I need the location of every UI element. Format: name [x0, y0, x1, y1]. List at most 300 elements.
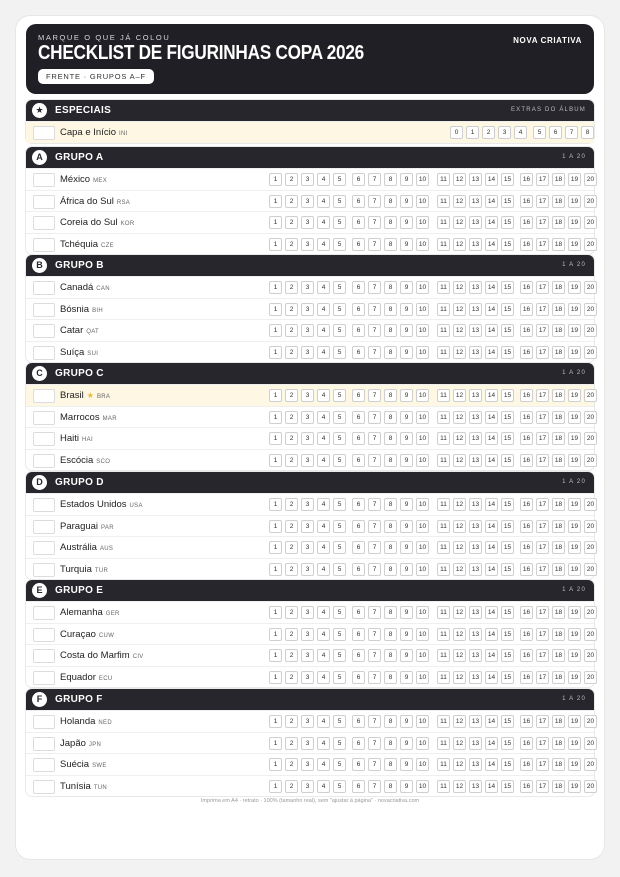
- sticker-box[interactable]: 11: [437, 281, 450, 294]
- sticker-box[interactable]: 4: [317, 411, 330, 424]
- sticker-box[interactable]: 7: [368, 649, 381, 662]
- sticker-box[interactable]: 1: [269, 628, 282, 641]
- sticker-box[interactable]: 11: [437, 195, 450, 208]
- sticker-box[interactable]: 5: [333, 563, 346, 576]
- sticker-box[interactable]: 5: [333, 715, 346, 728]
- sticker-box[interactable]: 11: [437, 628, 450, 641]
- sticker-box[interactable]: 2: [285, 281, 298, 294]
- sticker-box[interactable]: 19: [568, 758, 581, 771]
- sticker-box[interactable]: 8: [384, 498, 397, 511]
- sticker-box[interactable]: 17: [536, 173, 549, 186]
- sticker-box[interactable]: 8: [384, 758, 397, 771]
- sticker-box[interactable]: 9: [400, 346, 413, 359]
- sticker-box[interactable]: 3: [301, 238, 314, 251]
- sticker-box[interactable]: 18: [552, 432, 565, 445]
- sticker-box[interactable]: 18: [552, 606, 565, 619]
- sticker-box[interactable]: 19: [568, 195, 581, 208]
- sticker-box[interactable]: 15: [501, 780, 514, 793]
- sticker-box[interactable]: 17: [536, 238, 549, 251]
- sticker-box[interactable]: 6: [352, 432, 365, 445]
- sticker-box[interactable]: 20: [584, 671, 597, 684]
- sticker-box[interactable]: 5: [333, 389, 346, 402]
- sticker-box[interactable]: 17: [536, 671, 549, 684]
- sticker-box[interactable]: 16: [520, 173, 533, 186]
- sticker-box[interactable]: 11: [437, 238, 450, 251]
- sticker-box[interactable]: 1: [269, 563, 282, 576]
- sticker-box[interactable]: 20: [584, 715, 597, 728]
- sticker-box[interactable]: 5: [333, 541, 346, 554]
- sticker-box[interactable]: 10: [416, 238, 429, 251]
- sticker-box[interactable]: 11: [437, 303, 450, 316]
- sticker-box[interactable]: 5: [333, 303, 346, 316]
- sticker-box[interactable]: 5: [333, 281, 346, 294]
- sticker-box[interactable]: 6: [352, 195, 365, 208]
- sticker-box[interactable]: 5: [333, 737, 346, 750]
- sticker-box[interactable]: 17: [536, 520, 549, 533]
- sticker-box[interactable]: 2: [285, 649, 298, 662]
- sticker-box[interactable]: 5: [333, 628, 346, 641]
- sticker-box[interactable]: 12: [453, 606, 466, 619]
- sticker-box[interactable]: 11: [437, 454, 450, 467]
- sticker-box[interactable]: 5: [333, 454, 346, 467]
- sticker-box[interactable]: 8: [384, 715, 397, 728]
- sticker-box[interactable]: 19: [568, 737, 581, 750]
- sticker-box[interactable]: 13: [469, 238, 482, 251]
- sticker-box[interactable]: 19: [568, 780, 581, 793]
- sticker-box[interactable]: 6: [352, 606, 365, 619]
- sticker-box[interactable]: 15: [501, 346, 514, 359]
- sticker-box[interactable]: 2: [285, 195, 298, 208]
- sticker-box[interactable]: 15: [501, 628, 514, 641]
- sticker-box[interactable]: 2: [285, 173, 298, 186]
- sticker-box[interactable]: 12: [453, 454, 466, 467]
- sticker-box[interactable]: 0: [450, 126, 463, 139]
- sticker-box[interactable]: 11: [437, 758, 450, 771]
- sticker-box[interactable]: 10: [416, 737, 429, 750]
- sticker-box[interactable]: 16: [520, 216, 533, 229]
- sticker-box[interactable]: 14: [485, 563, 498, 576]
- sticker-box[interactable]: 4: [317, 671, 330, 684]
- sticker-box[interactable]: 20: [584, 737, 597, 750]
- sticker-box[interactable]: 7: [368, 758, 381, 771]
- sticker-box[interactable]: 6: [352, 303, 365, 316]
- sticker-box[interactable]: 16: [520, 454, 533, 467]
- sticker-box[interactable]: 2: [285, 454, 298, 467]
- sticker-box[interactable]: 3: [301, 173, 314, 186]
- sticker-box[interactable]: 16: [520, 346, 533, 359]
- sticker-box[interactable]: 1: [269, 737, 282, 750]
- sticker-box[interactable]: 8: [384, 671, 397, 684]
- sticker-box[interactable]: 5: [333, 173, 346, 186]
- sticker-box[interactable]: 11: [437, 411, 450, 424]
- sticker-box[interactable]: 3: [301, 606, 314, 619]
- sticker-box[interactable]: 17: [536, 628, 549, 641]
- sticker-box[interactable]: 11: [437, 498, 450, 511]
- sticker-box[interactable]: 7: [368, 216, 381, 229]
- sticker-box[interactable]: 1: [269, 715, 282, 728]
- sticker-box[interactable]: 8: [384, 563, 397, 576]
- sticker-box[interactable]: 17: [536, 346, 549, 359]
- sticker-box[interactable]: 2: [285, 628, 298, 641]
- sticker-box[interactable]: 3: [301, 411, 314, 424]
- sticker-box[interactable]: 3: [301, 541, 314, 554]
- sticker-box[interactable]: 15: [501, 715, 514, 728]
- sticker-box[interactable]: 4: [317, 606, 330, 619]
- sticker-box[interactable]: 3: [301, 281, 314, 294]
- sticker-box[interactable]: 18: [552, 216, 565, 229]
- team-checkbox[interactable]: [33, 737, 55, 751]
- sticker-box[interactable]: 3: [301, 346, 314, 359]
- sticker-box[interactable]: 16: [520, 780, 533, 793]
- sticker-box[interactable]: 17: [536, 649, 549, 662]
- sticker-box[interactable]: 13: [469, 216, 482, 229]
- sticker-box[interactable]: 20: [584, 281, 597, 294]
- sticker-box[interactable]: 12: [453, 432, 466, 445]
- sticker-box[interactable]: 17: [536, 303, 549, 316]
- sticker-box[interactable]: 14: [485, 303, 498, 316]
- sticker-box[interactable]: 8: [384, 432, 397, 445]
- sticker-box[interactable]: 3: [301, 389, 314, 402]
- sticker-box[interactable]: 3: [301, 563, 314, 576]
- sticker-box[interactable]: 6: [352, 715, 365, 728]
- sticker-box[interactable]: 19: [568, 628, 581, 641]
- sticker-box[interactable]: 16: [520, 758, 533, 771]
- sticker-box[interactable]: 7: [368, 498, 381, 511]
- sticker-box[interactable]: 17: [536, 780, 549, 793]
- sticker-box[interactable]: 8: [384, 606, 397, 619]
- sticker-box[interactable]: 7: [368, 520, 381, 533]
- team-checkbox[interactable]: [33, 238, 55, 252]
- sticker-box[interactable]: 11: [437, 346, 450, 359]
- sticker-box[interactable]: 8: [384, 454, 397, 467]
- sticker-box[interactable]: 1: [466, 126, 479, 139]
- sticker-box[interactable]: 4: [317, 173, 330, 186]
- sticker-box[interactable]: 12: [453, 411, 466, 424]
- sticker-box[interactable]: 5: [533, 126, 546, 139]
- sticker-box[interactable]: 14: [485, 346, 498, 359]
- sticker-box[interactable]: 7: [368, 737, 381, 750]
- team-checkbox[interactable]: [33, 389, 55, 403]
- sticker-box[interactable]: 15: [501, 737, 514, 750]
- sticker-box[interactable]: 20: [584, 303, 597, 316]
- sticker-box[interactable]: 5: [333, 346, 346, 359]
- sticker-box[interactable]: 11: [437, 649, 450, 662]
- sticker-box[interactable]: 8: [384, 520, 397, 533]
- sticker-box[interactable]: 3: [301, 737, 314, 750]
- sticker-box[interactable]: 7: [368, 195, 381, 208]
- sticker-box[interactable]: 12: [453, 628, 466, 641]
- sticker-box[interactable]: 9: [400, 628, 413, 641]
- sticker-box[interactable]: 9: [400, 758, 413, 771]
- sticker-box[interactable]: 5: [333, 671, 346, 684]
- sticker-box[interactable]: 16: [520, 715, 533, 728]
- sticker-box[interactable]: 20: [584, 454, 597, 467]
- sticker-box[interactable]: 2: [285, 758, 298, 771]
- sticker-box[interactable]: 13: [469, 737, 482, 750]
- sticker-box[interactable]: 8: [384, 737, 397, 750]
- sticker-box[interactable]: 12: [453, 238, 466, 251]
- sticker-box[interactable]: 7: [368, 173, 381, 186]
- sticker-box[interactable]: 13: [469, 520, 482, 533]
- sticker-box[interactable]: 15: [501, 671, 514, 684]
- sticker-box[interactable]: 16: [520, 649, 533, 662]
- sticker-box[interactable]: 16: [520, 411, 533, 424]
- sticker-box[interactable]: 14: [485, 454, 498, 467]
- sticker-box[interactable]: 16: [520, 606, 533, 619]
- sticker-box[interactable]: 3: [301, 195, 314, 208]
- sticker-box[interactable]: 15: [501, 216, 514, 229]
- sticker-box[interactable]: 9: [400, 324, 413, 337]
- team-checkbox[interactable]: [33, 432, 55, 446]
- sticker-box[interactable]: 13: [469, 411, 482, 424]
- sticker-box[interactable]: 17: [536, 454, 549, 467]
- sticker-box[interactable]: 18: [552, 541, 565, 554]
- team-checkbox[interactable]: [33, 606, 55, 620]
- sticker-box[interactable]: 7: [368, 780, 381, 793]
- sticker-box[interactable]: 18: [552, 520, 565, 533]
- sticker-box[interactable]: 1: [269, 346, 282, 359]
- sticker-box[interactable]: 2: [285, 563, 298, 576]
- sticker-box[interactable]: 12: [453, 671, 466, 684]
- sticker-box[interactable]: 2: [285, 520, 298, 533]
- sticker-box[interactable]: 14: [485, 671, 498, 684]
- sticker-box[interactable]: 3: [301, 324, 314, 337]
- sticker-box[interactable]: 20: [584, 606, 597, 619]
- sticker-box[interactable]: 3: [301, 432, 314, 445]
- sticker-box[interactable]: 14: [485, 173, 498, 186]
- sticker-box[interactable]: 16: [520, 737, 533, 750]
- sticker-box[interactable]: 20: [584, 541, 597, 554]
- sticker-box[interactable]: 20: [584, 238, 597, 251]
- sticker-box[interactable]: 8: [384, 195, 397, 208]
- sticker-box[interactable]: 18: [552, 303, 565, 316]
- sticker-box[interactable]: 19: [568, 454, 581, 467]
- sticker-box[interactable]: 3: [301, 758, 314, 771]
- sticker-box[interactable]: 5: [333, 649, 346, 662]
- sticker-box[interactable]: 2: [285, 715, 298, 728]
- sticker-box[interactable]: 16: [520, 432, 533, 445]
- sticker-box[interactable]: 18: [552, 737, 565, 750]
- sticker-box[interactable]: 12: [453, 498, 466, 511]
- sticker-box[interactable]: 16: [520, 671, 533, 684]
- sticker-box[interactable]: 20: [584, 649, 597, 662]
- sticker-box[interactable]: 4: [317, 303, 330, 316]
- sticker-box[interactable]: 4: [317, 454, 330, 467]
- sticker-box[interactable]: 4: [317, 346, 330, 359]
- sticker-box[interactable]: 6: [352, 411, 365, 424]
- sticker-box[interactable]: 20: [584, 195, 597, 208]
- sticker-box[interactable]: 2: [285, 346, 298, 359]
- sticker-box[interactable]: 10: [416, 281, 429, 294]
- sticker-box[interactable]: 10: [416, 758, 429, 771]
- sticker-box[interactable]: 19: [568, 498, 581, 511]
- sticker-box[interactable]: 18: [552, 628, 565, 641]
- team-checkbox[interactable]: [33, 346, 55, 360]
- sticker-box[interactable]: 20: [584, 520, 597, 533]
- sticker-box[interactable]: 7: [368, 346, 381, 359]
- sticker-box[interactable]: 13: [469, 195, 482, 208]
- sticker-box[interactable]: 6: [352, 238, 365, 251]
- sticker-box[interactable]: 19: [568, 649, 581, 662]
- sticker-box[interactable]: 9: [400, 671, 413, 684]
- sticker-box[interactable]: 4: [317, 324, 330, 337]
- sticker-box[interactable]: 19: [568, 238, 581, 251]
- sticker-box[interactable]: 9: [400, 563, 413, 576]
- sticker-box[interactable]: 8: [384, 346, 397, 359]
- sticker-box[interactable]: 13: [469, 671, 482, 684]
- sticker-box[interactable]: 15: [501, 432, 514, 445]
- sticker-box[interactable]: 12: [453, 715, 466, 728]
- sticker-box[interactable]: 18: [552, 411, 565, 424]
- sticker-box[interactable]: 1: [269, 758, 282, 771]
- sticker-box[interactable]: 7: [368, 606, 381, 619]
- sticker-box[interactable]: 13: [469, 324, 482, 337]
- sticker-box[interactable]: 20: [584, 216, 597, 229]
- sticker-box[interactable]: 7: [368, 324, 381, 337]
- sticker-box[interactable]: 7: [368, 563, 381, 576]
- team-checkbox[interactable]: [33, 715, 55, 729]
- sticker-box[interactable]: 13: [469, 173, 482, 186]
- sticker-box[interactable]: 19: [568, 216, 581, 229]
- sticker-box[interactable]: 14: [485, 238, 498, 251]
- sticker-box[interactable]: 9: [400, 498, 413, 511]
- sticker-box[interactable]: 18: [552, 649, 565, 662]
- sticker-box[interactable]: 9: [400, 541, 413, 554]
- sticker-box[interactable]: 10: [416, 715, 429, 728]
- sticker-box[interactable]: 15: [501, 173, 514, 186]
- sticker-box[interactable]: 12: [453, 173, 466, 186]
- sticker-box[interactable]: 1: [269, 432, 282, 445]
- sticker-box[interactable]: 17: [536, 563, 549, 576]
- sticker-box[interactable]: 4: [317, 563, 330, 576]
- sticker-box[interactable]: 2: [285, 411, 298, 424]
- sticker-box[interactable]: 15: [501, 563, 514, 576]
- sticker-box[interactable]: 13: [469, 541, 482, 554]
- sticker-box[interactable]: 10: [416, 303, 429, 316]
- sticker-box[interactable]: 7: [368, 628, 381, 641]
- sticker-box[interactable]: 13: [469, 454, 482, 467]
- sticker-box[interactable]: 10: [416, 216, 429, 229]
- sticker-box[interactable]: 20: [584, 346, 597, 359]
- sticker-box[interactable]: 12: [453, 563, 466, 576]
- sticker-box[interactable]: 12: [453, 520, 466, 533]
- sticker-box[interactable]: 1: [269, 281, 282, 294]
- sticker-box[interactable]: 11: [437, 173, 450, 186]
- sticker-box[interactable]: 6: [352, 758, 365, 771]
- sticker-box[interactable]: 12: [453, 737, 466, 750]
- sticker-box[interactable]: 2: [285, 238, 298, 251]
- sticker-box[interactable]: 5: [333, 216, 346, 229]
- sticker-box[interactable]: 11: [437, 737, 450, 750]
- sticker-box[interactable]: 6: [352, 737, 365, 750]
- sticker-box[interactable]: 10: [416, 541, 429, 554]
- sticker-box[interactable]: 4: [317, 281, 330, 294]
- sticker-box[interactable]: 13: [469, 715, 482, 728]
- sticker-box[interactable]: 8: [384, 238, 397, 251]
- sticker-box[interactable]: 11: [437, 389, 450, 402]
- sticker-box[interactable]: 4: [317, 216, 330, 229]
- sticker-box[interactable]: 19: [568, 563, 581, 576]
- sticker-box[interactable]: 13: [469, 563, 482, 576]
- sticker-box[interactable]: 9: [400, 303, 413, 316]
- sticker-box[interactable]: 7: [368, 303, 381, 316]
- sticker-box[interactable]: 15: [501, 520, 514, 533]
- sticker-box[interactable]: 5: [333, 780, 346, 793]
- sticker-box[interactable]: 10: [416, 649, 429, 662]
- sticker-box[interactable]: 18: [552, 195, 565, 208]
- sticker-box[interactable]: 1: [269, 238, 282, 251]
- sticker-box[interactable]: 3: [301, 628, 314, 641]
- sticker-box[interactable]: 14: [485, 216, 498, 229]
- sticker-box[interactable]: 14: [485, 649, 498, 662]
- sticker-box[interactable]: 5: [333, 324, 346, 337]
- sticker-box[interactable]: 2: [285, 216, 298, 229]
- sticker-box[interactable]: 17: [536, 758, 549, 771]
- sticker-box[interactable]: 12: [453, 389, 466, 402]
- sticker-box[interactable]: 6: [352, 780, 365, 793]
- sticker-box[interactable]: 19: [568, 671, 581, 684]
- sticker-box[interactable]: 18: [552, 758, 565, 771]
- sticker-box[interactable]: 8: [384, 303, 397, 316]
- team-checkbox[interactable]: [33, 649, 55, 663]
- sticker-box[interactable]: 18: [552, 238, 565, 251]
- sticker-box[interactable]: 12: [453, 649, 466, 662]
- sticker-box[interactable]: 1: [269, 649, 282, 662]
- sticker-box[interactable]: 19: [568, 715, 581, 728]
- sticker-box[interactable]: 10: [416, 346, 429, 359]
- sticker-box[interactable]: 12: [453, 195, 466, 208]
- sticker-box[interactable]: 1: [269, 454, 282, 467]
- sticker-box[interactable]: 1: [269, 324, 282, 337]
- sticker-box[interactable]: 9: [400, 606, 413, 619]
- sticker-box[interactable]: 7: [368, 389, 381, 402]
- sticker-box[interactable]: 12: [453, 541, 466, 554]
- sticker-box[interactable]: 14: [485, 520, 498, 533]
- sticker-box[interactable]: 10: [416, 606, 429, 619]
- sticker-box[interactable]: 20: [584, 324, 597, 337]
- sticker-box[interactable]: 6: [352, 649, 365, 662]
- sticker-box[interactable]: 19: [568, 173, 581, 186]
- sticker-box[interactable]: 9: [400, 737, 413, 750]
- sticker-box[interactable]: 20: [584, 432, 597, 445]
- sticker-box[interactable]: 11: [437, 541, 450, 554]
- sticker-box[interactable]: 4: [317, 649, 330, 662]
- sticker-box[interactable]: 1: [269, 541, 282, 554]
- sticker-box[interactable]: 14: [485, 432, 498, 445]
- sticker-box[interactable]: 6: [352, 173, 365, 186]
- sticker-box[interactable]: 4: [317, 195, 330, 208]
- sticker-box[interactable]: 18: [552, 324, 565, 337]
- sticker-box[interactable]: 6: [352, 628, 365, 641]
- sticker-box[interactable]: 2: [285, 606, 298, 619]
- sticker-box[interactable]: 20: [584, 758, 597, 771]
- sticker-box[interactable]: 15: [501, 606, 514, 619]
- sticker-box[interactable]: 10: [416, 628, 429, 641]
- sticker-box[interactable]: 6: [352, 541, 365, 554]
- sticker-box[interactable]: 4: [317, 238, 330, 251]
- team-checkbox[interactable]: [33, 281, 55, 295]
- sticker-box[interactable]: 15: [501, 411, 514, 424]
- sticker-box[interactable]: 15: [501, 281, 514, 294]
- team-checkbox[interactable]: [33, 303, 55, 317]
- sticker-box[interactable]: 5: [333, 520, 346, 533]
- sticker-box[interactable]: 17: [536, 541, 549, 554]
- sticker-box[interactable]: 15: [501, 498, 514, 511]
- sticker-box[interactable]: 19: [568, 606, 581, 619]
- sticker-box[interactable]: 15: [501, 541, 514, 554]
- sticker-box[interactable]: 14: [485, 715, 498, 728]
- sticker-box[interactable]: 1: [269, 671, 282, 684]
